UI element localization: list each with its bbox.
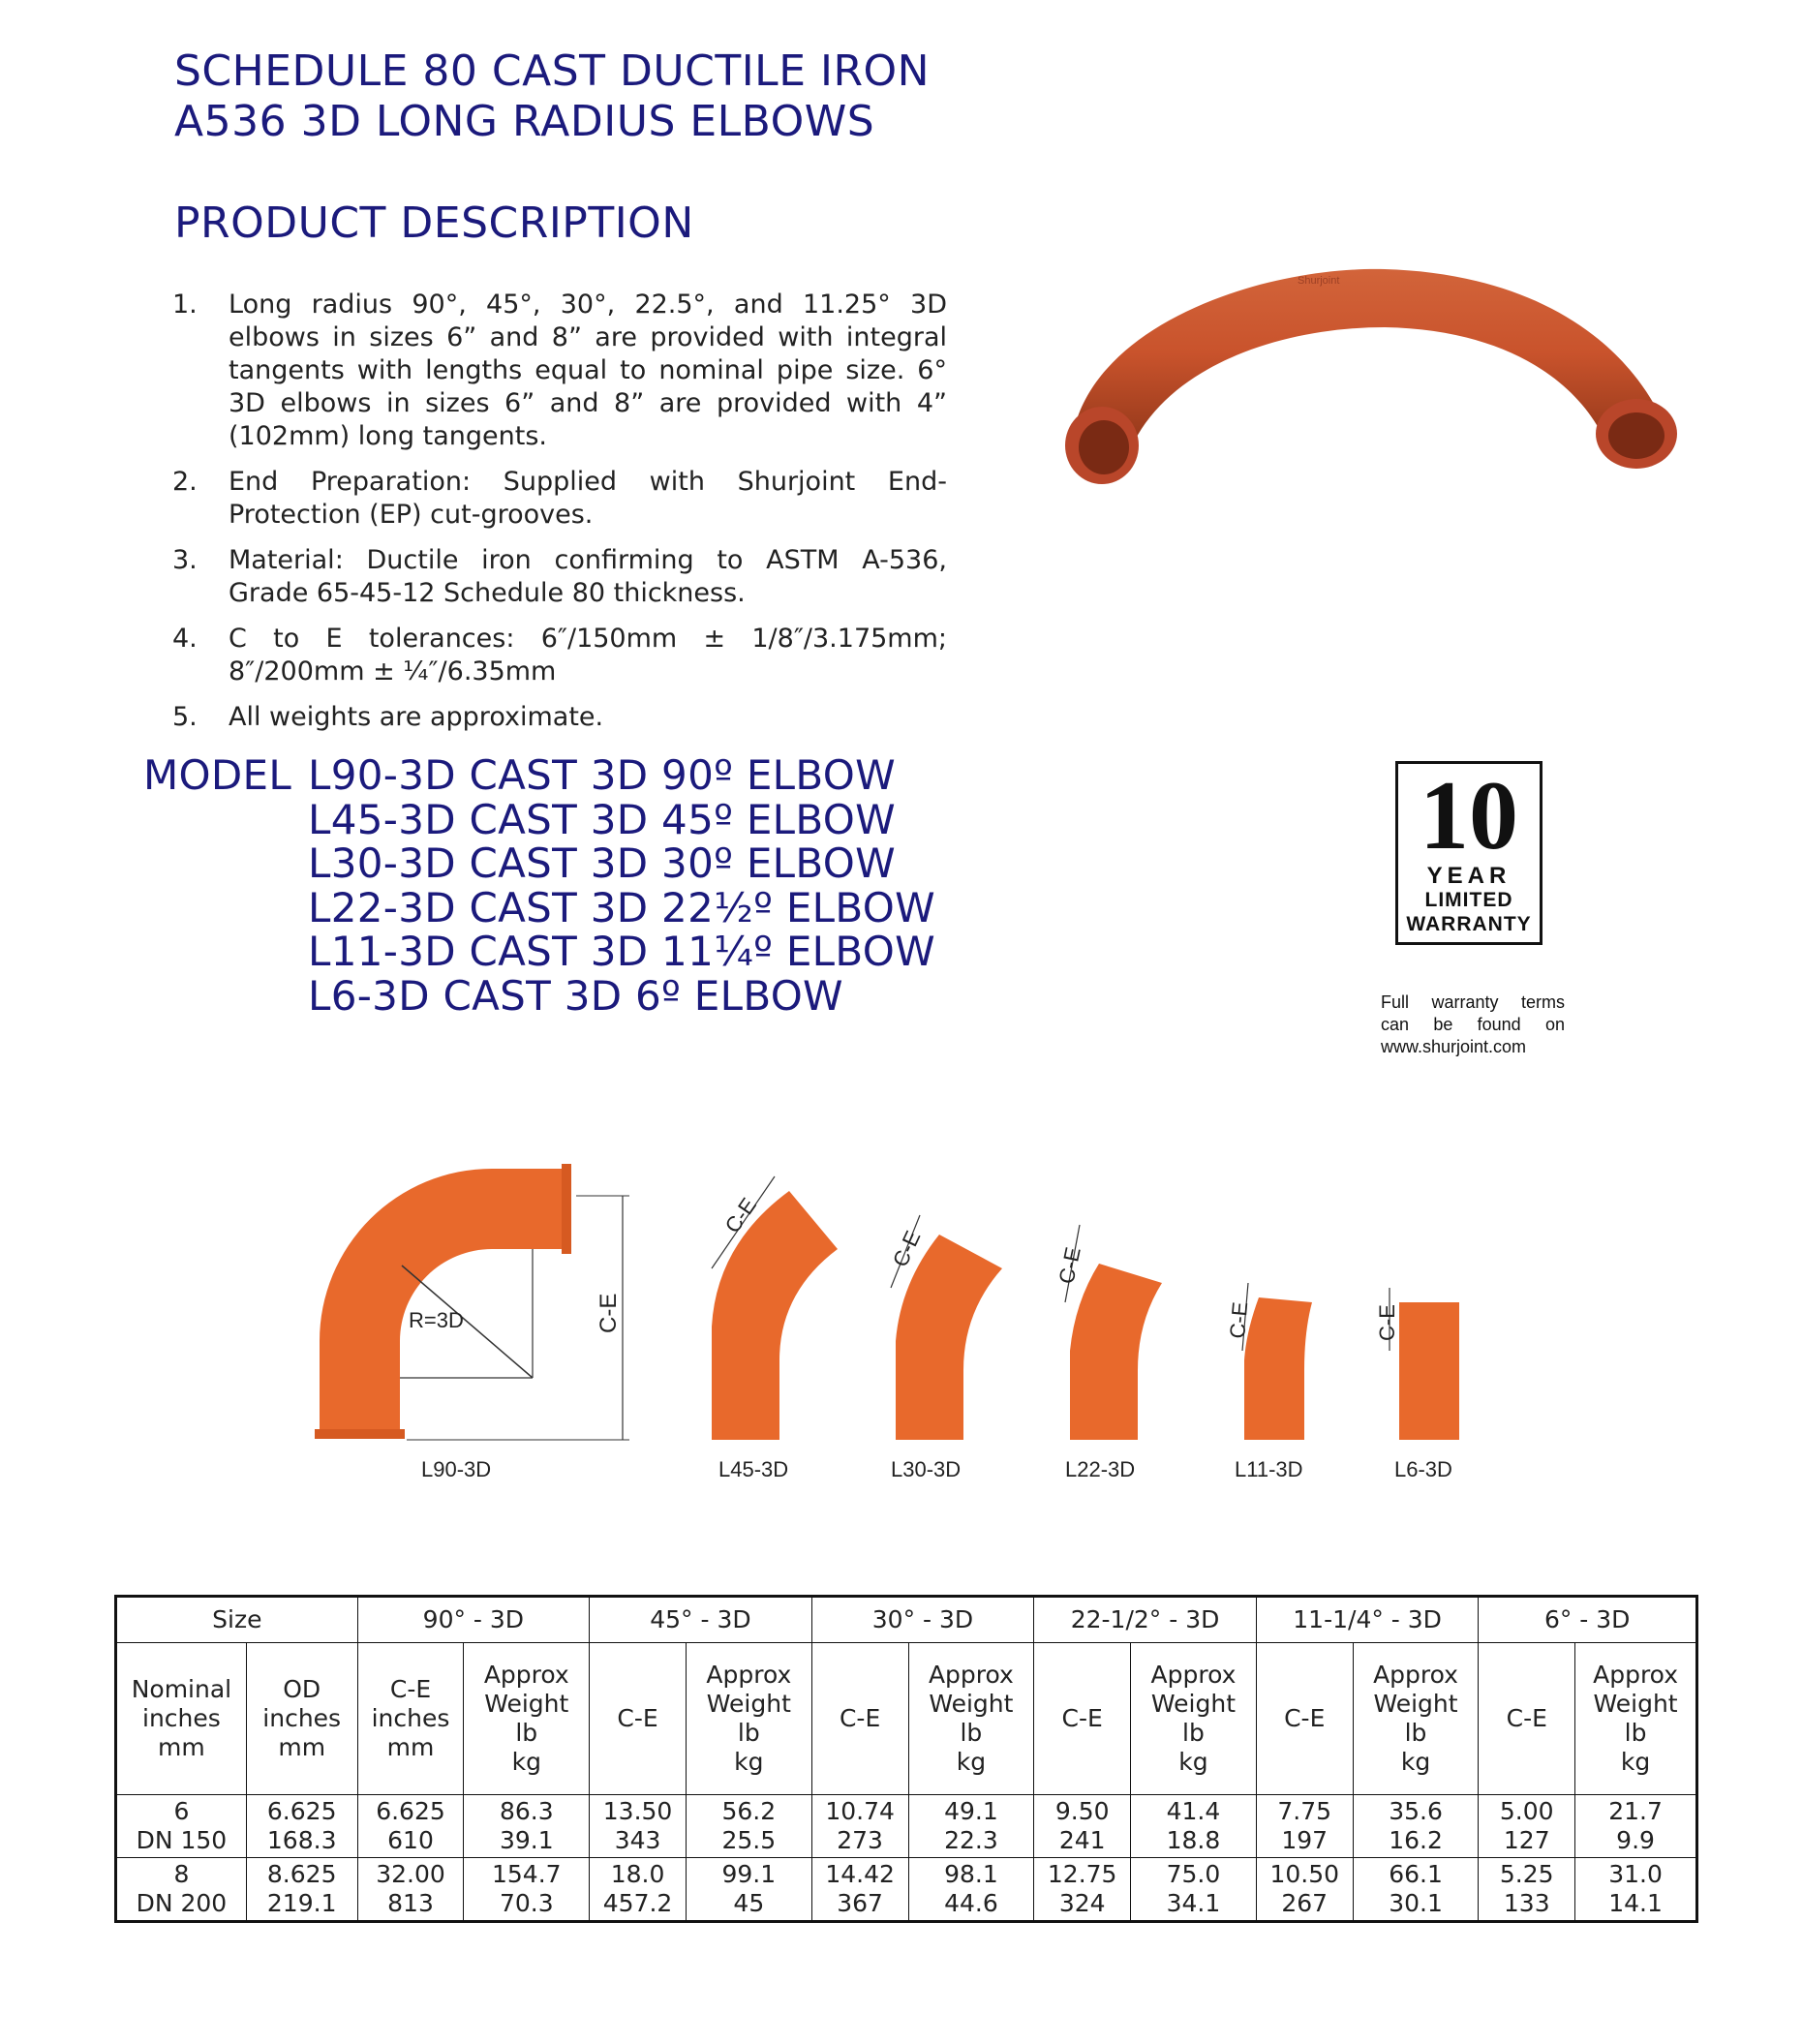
table-group-header: 45° - 3D	[590, 1597, 812, 1643]
table-sub-header: OD inches mm	[246, 1643, 357, 1795]
description-text: Material: Ductile iron confirming to ASTM A-536, Grade 65-45-12 Schedule 80 thickness.	[229, 545, 947, 608]
elbow-l90-radius-label: R=3D	[409, 1308, 464, 1332]
table-cell: 5.00 127	[1479, 1795, 1575, 1858]
model-row	[143, 753, 935, 798]
table-cell: 5.25 133	[1479, 1858, 1575, 1922]
table-cell: 13.50 343	[590, 1795, 687, 1858]
elbow-label-l45: L45-3D	[718, 1457, 789, 1481]
spec-table	[114, 1595, 1698, 1923]
table-sub-header: C-E	[590, 1643, 687, 1795]
table-cell: 99.1 45	[686, 1858, 811, 1922]
description-number: 5.	[172, 702, 198, 732]
table-cell: 49.1 22.3	[908, 1795, 1034, 1858]
table-sub-header: Approx Weight lb kg	[1131, 1643, 1257, 1795]
model-list	[143, 753, 935, 1018]
section-title-product-description: PRODUCT DESCRIPTION	[174, 198, 694, 248]
elbow-l90-groove-top	[562, 1164, 571, 1254]
table-group-header-row	[116, 1597, 1697, 1643]
warranty-label: WARRANTY	[1406, 913, 1532, 935]
description-item	[172, 466, 947, 532]
diagram-l45	[712, 1176, 838, 1481]
table-group-header: 6° - 3D	[1479, 1597, 1697, 1643]
table-cell: 12.75 324	[1034, 1858, 1131, 1922]
model-row	[143, 841, 935, 886]
table-group-header: 11-1/4° - 3D	[1256, 1597, 1479, 1643]
table-group-header: 90° - 3D	[357, 1597, 590, 1643]
description-item	[172, 544, 947, 610]
model-name: L90-3D CAST 3D 90º ELBOW	[308, 751, 896, 799]
elbow-l22-shape	[1070, 1264, 1162, 1440]
table-cell: 6 DN 150	[116, 1795, 247, 1858]
elbow-l11-dim-label: C-E	[1225, 1300, 1253, 1340]
diagram-l11	[1225, 1283, 1312, 1481]
elbow-l6-dim-label: C-E	[1375, 1304, 1399, 1341]
table-sub-header: C-E inches mm	[357, 1643, 464, 1795]
table-cell: 86.3 39.1	[464, 1795, 590, 1858]
table-cell: 98.1 44.6	[908, 1858, 1034, 1922]
table-cell: 154.7 70.3	[464, 1858, 590, 1922]
model-row	[143, 795, 935, 843]
warranty-note-line: can be found on	[1381, 1015, 1565, 1034]
table-cell: 8 DN 200	[116, 1858, 247, 1922]
table-sub-header: C-E	[811, 1643, 908, 1795]
table-cell: 6.625 168.3	[246, 1795, 357, 1858]
description-number: 1.	[172, 290, 198, 320]
description-list	[172, 289, 947, 747]
elbow-label-l6: L6-3D	[1394, 1457, 1452, 1481]
diagram-l6	[1375, 1288, 1459, 1481]
table-group-header: 30° - 3D	[811, 1597, 1034, 1643]
table-cell: 41.4 18.8	[1131, 1795, 1257, 1858]
description-number: 3.	[172, 545, 198, 575]
description-number: 2.	[172, 467, 198, 497]
table-cell: 66.1 30.1	[1353, 1858, 1479, 1922]
table-group-header: Size	[116, 1597, 358, 1643]
model-name: L22-3D CAST 3D 22½º ELBOW	[308, 883, 935, 931]
table-cell: 8.625 219.1	[246, 1858, 357, 1922]
description-text: Long radius 90°, 45°, 30°, 22.5°, and 11.25° 3D elbows in sizes 6” and 8” are provided with integral tangents with lengths equal to nominal pipe size. 6° 3D elbows in sizes 6” and 8” are provided with 4” (102mm) long tangents.	[229, 290, 947, 451]
elbow-left-opening	[1079, 420, 1129, 474]
elbow-l90-groove-bottom	[315, 1429, 405, 1439]
model-name: L6-3D CAST 3D 6º ELBOW	[308, 971, 843, 1020]
warranty-unit: YEAR	[1426, 863, 1512, 889]
table-sub-header: Approx Weight lb kg	[1575, 1643, 1697, 1795]
description-item	[172, 701, 947, 734]
table-sub-header: Approx Weight lb kg	[686, 1643, 811, 1795]
elbow-diagram	[300, 1157, 1491, 1491]
table-cell: 35.6 16.2	[1353, 1795, 1479, 1858]
table-cell: 56.2 25.5	[686, 1795, 811, 1858]
model-row	[143, 883, 935, 931]
elbow-l22-dim-label: C-E	[1054, 1244, 1085, 1287]
table-sub-header: Approx Weight lb kg	[908, 1643, 1034, 1795]
product-photo-elbow	[1017, 261, 1714, 503]
table-cell: 14.42 367	[811, 1858, 908, 1922]
table-row	[116, 1795, 1697, 1858]
title-line-1: SCHEDULE 80 CAST DUCTILE IRON	[174, 46, 931, 96]
elbow-label-l90: L90-3D	[421, 1457, 492, 1481]
warranty-note-line: Full warranty terms	[1381, 992, 1565, 1012]
elbow-body	[1075, 269, 1661, 455]
warranty-note	[1381, 991, 1565, 1058]
description-item	[172, 289, 947, 453]
diagram-l30	[888, 1215, 1002, 1481]
elbow-l90-dim-label: C-E	[596, 1293, 622, 1333]
model-prefix: MODEL	[143, 751, 292, 799]
table-cell: 75.0 34.1	[1131, 1858, 1257, 1922]
model-name: L11-3D CAST 3D 11¼º ELBOW	[308, 928, 935, 975]
title-line-2: A536 3D LONG RADIUS ELBOWS	[174, 97, 875, 146]
table-group-header: 22-1/2° - 3D	[1034, 1597, 1257, 1643]
model-name: L45-3D CAST 3D 45º ELBOW	[308, 795, 896, 843]
table-cell: 10.74 273	[811, 1795, 908, 1858]
elbow-brand-mark: Shurjoint	[1298, 275, 1340, 287]
table-cell: 21.7 9.9	[1575, 1795, 1697, 1858]
elbow-l45-dim-label: C-E	[719, 1193, 761, 1237]
elbow-label-l11: L11-3D	[1235, 1457, 1303, 1481]
table-sub-header: C-E	[1479, 1643, 1575, 1795]
table-row	[116, 1858, 1697, 1922]
table-sub-header: Nominal inches mm	[116, 1643, 247, 1795]
table-sub-header: Approx Weight lb kg	[464, 1643, 590, 1795]
table-cell: 7.75 197	[1256, 1795, 1353, 1858]
elbow-l11-shape	[1244, 1297, 1312, 1440]
table-cell: 32.00 813	[357, 1858, 464, 1922]
warranty-url[interactable]: www.shurjoint.com	[1381, 1037, 1527, 1056]
description-number: 4.	[172, 624, 198, 654]
warranty-years: 10	[1420, 761, 1518, 870]
description-item	[172, 623, 947, 688]
page-title	[174, 46, 930, 147]
table-sub-header: Approx Weight lb kg	[1353, 1643, 1479, 1795]
diagram-l90	[315, 1164, 629, 1481]
description-text: C to E tolerances: 6″/150mm ± 1/8″/3.175mm; 8″/200mm ± ¼″/6.35mm	[229, 624, 947, 686]
table-cell: 31.0 14.1	[1575, 1858, 1697, 1922]
description-text: All weights are approximate.	[229, 702, 604, 732]
model-name: L30-3D CAST 3D 30º ELBOW	[308, 839, 896, 887]
table-cell: 6.625 610	[357, 1795, 464, 1858]
model-row	[143, 971, 935, 1020]
table-cell: 18.0 457.2	[590, 1858, 687, 1922]
diagram-l22	[1054, 1225, 1162, 1481]
description-text: End Preparation: Supplied with Shurjoint End-Protection (EP) cut-grooves.	[229, 467, 947, 530]
elbow-l6-shape	[1399, 1302, 1459, 1440]
elbow-right-opening	[1608, 412, 1665, 459]
elbow-label-l22: L22-3D	[1065, 1457, 1136, 1481]
table-cell: 10.50 267	[1256, 1858, 1353, 1922]
model-row	[143, 930, 935, 974]
table-sub-header-row	[116, 1643, 1697, 1795]
warranty-limited: LIMITED	[1424, 889, 1513, 911]
table-sub-header: C-E	[1034, 1643, 1131, 1795]
warranty-badge	[1395, 761, 1542, 945]
elbow-label-l30: L30-3D	[891, 1457, 962, 1481]
table-sub-header: C-E	[1256, 1643, 1353, 1795]
elbow-l30-dim-label: C-E	[887, 1227, 926, 1271]
table-cell: 9.50 241	[1034, 1795, 1131, 1858]
